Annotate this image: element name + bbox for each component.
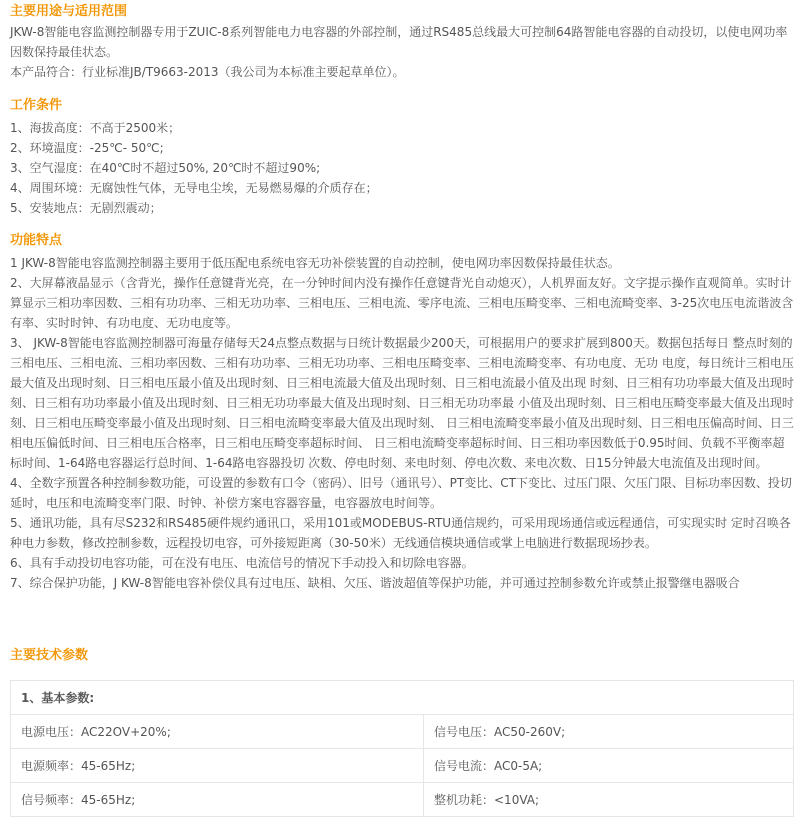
table-row	[11, 783, 794, 817]
conditions-body	[10, 118, 794, 218]
conditions-line: 1、海拔高度：不高于2500米；	[10, 121, 181, 135]
table-row	[11, 749, 794, 783]
table-cell: 信号电流：AC0-5A;	[424, 749, 794, 783]
table-row	[11, 715, 794, 749]
table-row	[11, 681, 794, 715]
features-line: 2、大屏幕液晶显示（含背光，操作任意键背光亮，在一分钟时间内没有操作任意键背光自动熄灭），人机界面友好。文字提示操作直观简单。实时计算显示三相功率因数、三相有功功率、三相无功功率、三相电压、三相电流、零序电流、三相电压畸变率、三相电流畸变率、3-25次电压电流谐波含有率、实时时钟、有功电度、无功电度等。	[10, 276, 794, 330]
conditions-line: 2、环境温度：-25℃- 50℃;	[10, 141, 164, 155]
table-cell: 信号电压：AC50-260V;	[424, 715, 794, 749]
features-line: 7、综合保护功能，J KW-8智能电容补偿仪具有过电压、缺相、欠压、谐波超值等保护功能，并可通过控制参数允许或禁止报警继电器吸合	[10, 576, 740, 590]
conditions-title: 工作条件	[10, 98, 63, 113]
table-cell: 电源频率：45-65Hz;	[11, 749, 424, 783]
tech-params-table	[10, 680, 794, 817]
table-cell: 整机功耗：<10VA;	[424, 783, 794, 817]
table-cell: 电源电压：AC22OV+20%;	[11, 715, 424, 749]
usage-title: 主要用途与适用范围	[10, 4, 128, 19]
features-line: 5、通讯功能，具有尽S232和RS485硬件规约通讯口，采用101或MODEBUS-RTU通信规约，可采用现场通信或远程通信，可实现实时 定时召唤各种电力参数，修改控制参数，远程投切电容，可外接短距离（30-50米）无线通信模块通信或掌上电脑进行数据现场抄表。	[10, 516, 791, 550]
features-line: 3、 JKW-8智能电容监测控制器可海量存储每天24点整点数据与日统计数据最少200天，可根据用户的要求扩展到800天。数据包括每日 整点时刻的三相电压、三相电流、三相功率因数、三相有功功率、三相无功功率、三相电压畸变率、三相电流畸变率、有功电度、无功 电度，每日统计三相电压最大值及出现时刻、日三相电压最小值及出现时刻、日三相电流最大值及出现时刻、日三相电流最小值及出现 时刻、日三相有功功率最大值及出现时刻、日三相有功功率最小值及出现时刻、日三相无功功率最大值及出现时刻、日三相无功功率最 小值及出现时刻、日三相电压畸变率最大值及出现时刻、日三相电压畸变率最小值及出现时刻、日三相电流畸变率最大值及出现时刻、 日三相电流畸变率最小值及出现时刻、日三相电压偏高时间、日三相电压偏低时间、日三相电压合格率，日三相电压畸变率超标时间、 日三相电流畸变率超标时间、日三相功率因数低于0.95时间、负载不平衡率超标时间、1-64路电容器运行总时间、1-64路电容器投切 次数、停电时刻、来电时刻、停电次数、来电次数、日15分钟最大电流值及出现时间。	[10, 336, 794, 470]
features-line: 1 JKW-8智能电容监测控制器主要用于低压配电系统电容无功补偿装置的自动控制，使电网功率因数保持最佳状态。	[10, 256, 620, 270]
usage-body	[10, 22, 794, 82]
features-line: 6、具有手动投切电容功能，可在没有电压、电流信号的情况下手动投入和切除电容器。	[10, 556, 474, 570]
usage-line: 本产品符合：行业标准JB/T9663-2013（我公司为本标准主要起草单位）。	[10, 65, 405, 79]
tech-title: 主要技术参数	[10, 648, 89, 663]
table-cell: 信号频率：45-65Hz;	[11, 783, 424, 817]
conditions-line: 3、空气湿度：在40℃时不超过50%, 20℃时不超过90%;	[10, 161, 321, 175]
conditions-line: 5、安装地点：无剧烈震动；	[10, 201, 162, 215]
features-body	[10, 253, 794, 593]
usage-line: JKW-8智能电容监测控制器专用于ZUIC-8系列智能电力电容器的外部控制，通过RS485总线最大可控制64路智能电容器的自动投切，以使电网功率因数保持最佳状态。	[10, 25, 788, 59]
table-head: 1、基本参数:	[11, 681, 794, 715]
features-line: 4、全数字预置各种控制参数功能，可设置的参数有口令（密码）、旧号（通讯号）、PT变比、CT下变比、过压门限、欠压门限、目标功率因数、投切延时，电压和电流畸变率门限、时钟、补偿方案电容器容量，电容器放电时间等。	[10, 476, 792, 510]
features-title: 功能特点	[10, 233, 63, 248]
conditions-line: 4、周围环境：无腐蚀性气体，无导电尘埃，无易燃易爆的介质存在；	[10, 181, 378, 195]
